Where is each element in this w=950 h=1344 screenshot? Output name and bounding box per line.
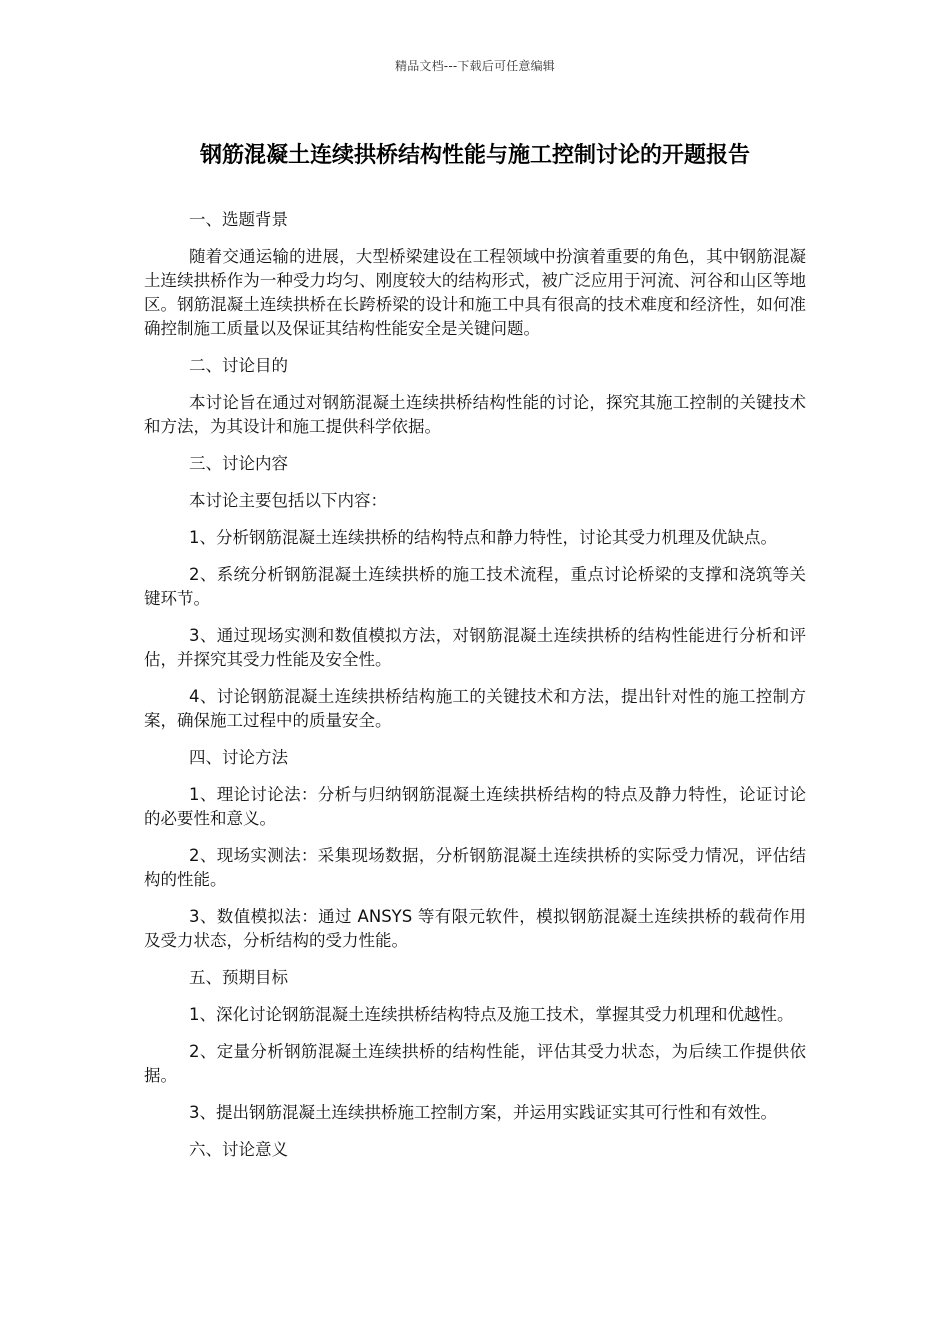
- section-heading-background: 一、选题背景: [189, 210, 288, 229]
- document-title: 钢筋混凝土连续拱桥结构性能与施工控制讨论的开题报告: [199, 143, 750, 168]
- list-item-content-2: 2、系统分析钢筋混凝土连续拱桥的施工技术流程，重点讨论桥梁的支撑和浇筑等关键环节。: [144, 565, 806, 608]
- list-item-content-3: 3、通过现场实测和数值模拟方法，对钢筋混凝土连续拱桥的结构性能进行分析和评估，并探究其受力性能及安全性。: [144, 626, 806, 669]
- list-item-method-3: 3、数值模拟法：通过 ANSYS 等有限元软件，模拟钢筋混凝土连续拱桥的载荷作用及受力状态，分析结构的受力性能。: [144, 907, 806, 950]
- list-item-method-1: 1、理论讨论法：分析与归纳钢筋混凝土连续拱桥结构的特点及静力特性，论证讨论的必要性和意义。: [144, 785, 806, 828]
- section-heading-significance: 六、讨论意义: [189, 1140, 288, 1159]
- list-item-goal-1: 1、深化讨论钢筋混凝土连续拱桥结构特点及施工技术，掌握其受力机理和优越性。: [189, 1005, 794, 1024]
- paragraph-background: 随着交通运输的进展，大型桥梁建设在工程领域中扮演着重要的角色，其中钢筋混凝土连续拱桥作为一种受力均匀、刚度较大的结构形式，被广泛应用于河流、河谷和山区等地区。钢筋混凝土连续拱桥在长跨桥梁的设计和施工中具有很高的技术难度和经济性，如何准确控制施工质量以及保证其结构性能安全是关键问题。: [144, 247, 806, 338]
- section-heading-content: 三、讨论内容: [189, 454, 288, 473]
- section-heading-goals: 五、预期目标: [189, 968, 288, 987]
- paragraph-purpose: 本讨论旨在通过对钢筋混凝土连续拱桥结构性能的讨论，探究其施工控制的关键技术和方法，为其设计和施工提供科学依据。: [144, 393, 806, 436]
- paragraph-content-intro: 本讨论主要包括以下内容：: [189, 491, 387, 510]
- list-item-goal-2: 2、定量分析钢筋混凝土连续拱桥的结构性能，评估其受力状态，为后续工作提供依据。: [144, 1042, 806, 1085]
- list-item-content-1: 1、分析钢筋混凝土连续拱桥的结构特点和静力特性，讨论其受力机理及优缺点。: [189, 528, 777, 547]
- list-item-goal-3: 3、提出钢筋混凝土连续拱桥施工控制方案，并运用实践证实其可行性和有效性。: [189, 1103, 777, 1122]
- list-item-content-4: 4、讨论钢筋混凝土连续拱桥结构施工的关键技术和方法，提出针对性的施工控制方案，确保施工过程中的质量安全。: [144, 687, 806, 730]
- section-heading-purpose: 二、讨论目的: [189, 356, 288, 375]
- document-body: [144, 208, 806, 1175]
- list-item-method-2: 2、现场实测法：采集现场数据，分析钢筋混凝土连续拱桥的实际受力情况，评估结构的性能。: [144, 846, 806, 889]
- section-heading-methods: 四、讨论方法: [189, 748, 288, 767]
- page-header: 精品文档---下载后可任意编辑: [395, 59, 555, 73]
